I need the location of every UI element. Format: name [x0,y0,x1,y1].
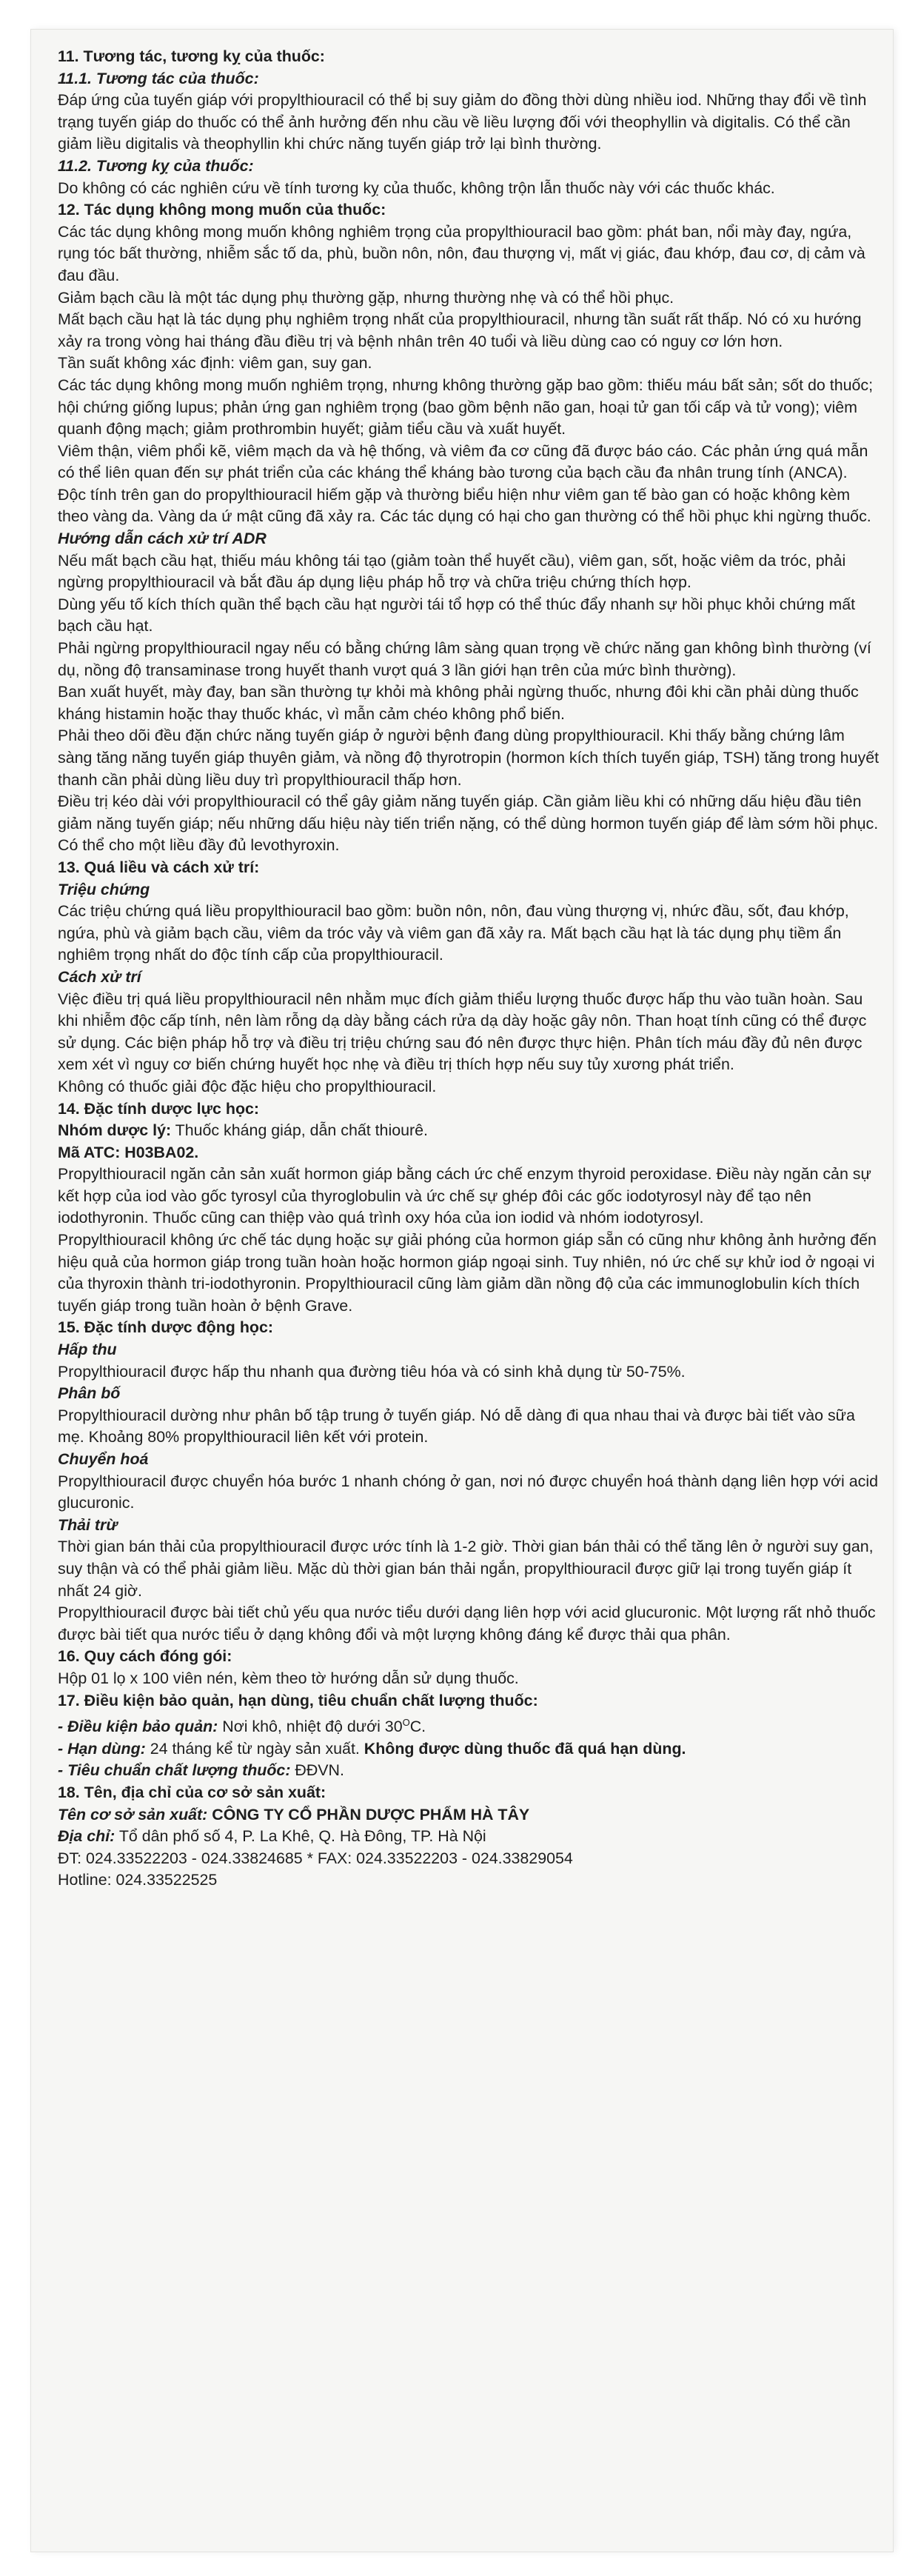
section-12-paragraph-1: Các tác dụng không mong muốn không nghiêm trọng của propylthiouracil bao gồm: phát ban, nổi mày đay, ngứa, rụng tóc bất thường, nhiễm sắc tố da, phù, buồn nôn, nôn, đau thượng vị, mất vị giác, đau khớp, đau cơ, dị cảm và đau đầu. [58,222,865,284]
leaflet-content [58,46,881,1892]
section-12-paragraph-11: Ban xuất huyết, mày đay, ban sần thường tự khỏi mà không phải ngừng thuốc, nhưng đôi khi cần phải dùng thuốc kháng histamin hoặc thay thuốc khác, vì mẫn cảm chéo không phổ biến. [58,683,859,723]
adr-guidance-subheading: Hướng dẫn cách xử trí ADR [58,530,267,548]
phone-fax-line: ĐT: 024.33522203 - 024.33824685 * FAX: 024.33522203 - 024.33829054 [58,1849,573,1867]
section-14-heading: 14. Đặc tính dược lực học: [58,1099,260,1118]
section-11-1-subheading: 11.1. Tương tác của thuốc: [58,69,259,87]
section-12-paragraph-2: Giảm bạch cầu là một tác dụng phụ thường gặp, nhưng thường nhẹ và có thể hồi phục. [58,288,674,307]
storage-unit: C. [409,1718,426,1736]
metabolism-paragraph: Propylthiouracil được chuyển hóa bước 1 nhanh chóng ở gan, nơi nó được chuyển hoá thành dạng liên hợp với acid glucuronic. [58,1472,878,1512]
section-12-paragraph-6: Viêm thận, viêm phổi kẽ, viêm mạch da và hệ thống, và viêm đa cơ cũng đã được báo cáo. Các phản ứng quá mẫn có thể liên quan đến sự phát triển của các kháng thể kháng bào tương của bạch cầu đa nhân trung tính (ANCA). [58,441,868,482]
section-11-2-subheading: 11.2. Tương kỵ của thuốc: [58,156,254,175]
leaflet-page [31,30,893,2552]
elimination-subheading: Thải trừ [58,1515,118,1534]
section-16-heading: 16. Quy cách đóng gói: [58,1647,232,1666]
shelf-life-line [58,1738,881,1761]
storage-value: Nơi khô, nhiệt độ dưới 30 [218,1718,403,1736]
metabolism-subheading: Chuyển hoá [58,1450,149,1468]
section-14-paragraph-1: Propylthiouracil ngăn cản sản xuất hormon giáp bằng cách ức chế enzym thyroid peroxidase. Điều này ngăn cản sự kết hợp của iod vào gốc tyrosyl của thyroglobulin và ức chế sự ghép đôi các gốc iodotyrosyl này để tạo nên iodothyronin. Thuốc cũng can thiệp vào quá trình oxy hóa của ion iodid và nhóm iodotyrosyl. [58,1165,871,1227]
section-13-paragraph-1: Các triệu chứng quá liều propylthiouracil bao gồm: buồn nôn, nôn, đau vùng thượng vị, nhức đầu, sốt, đau khớp, ngứa, phù và giảm bạch cầu, viêm da tróc vảy và viêm gan đã xảy ra. Mất bạch cầu hạt là tác dụng phụ tiềm ẩn nghiêm trọng nhất do độc tính cấp của propylthiouracil. [58,902,849,964]
section-14-paragraph-2: Propylthiouracil không ức chế tác dụng hoặc sự giải phóng của hormon giáp sẵn có cũng như không ảnh hưởng đến hiệu quả của hormon giáp trong tuần hoàn hoặc hormon giáp ngoại sinh. Tuy nhiên, nó ức chế sự khử iod ở ngoại vi của thyroxin thành tri-iodothyronin. Propylthiouracil cũng làm giảm dần nồng độ của các immunoglobulin kích thích tuyến giáp trong tuần hoàn ở bệnh Grave. [58,1231,877,1315]
section-12-paragraph-10: Phải ngừng propylthiouracil ngay nếu có bằng chứng lâm sàng quan trọng về chức năng gan không bình thường (ví dụ, nồng độ transaminase trong huyết thanh vượt quá 3 lần giới hạn trên của mức bình thường). [58,639,871,679]
packaging-paragraph: Hộp 01 lọ x 100 viên nén, kèm theo tờ hướng dẫn sử dụng thuốc. [58,1669,519,1687]
distribution-paragraph: Propylthiouracil dường như phân bố tập trung ở tuyến giáp. Nó dễ dàng đi qua nhau thai và được bài tiết vào sữa mẹ. Khoảng 80% propylthiouracil liên kết với protein. [58,1406,855,1447]
quality-standard-value: ĐĐVN. [290,1761,344,1780]
shelf-life-warning: Không được dùng thuốc đã quá hạn dùng. [364,1739,686,1758]
quality-standard-label: - Tiêu chuẩn chất lượng thuốc: [58,1761,291,1780]
degree-superscript: O [402,1717,410,1729]
section-12-paragraph-13: Điều trị kéo dài với propylthiouracil có thể gây giảm năng tuyến giáp. Cần giảm liều khi có những dấu hiệu đầu tiên giảm năng tuyến giáp; nếu những dấu hiệu này tiến triển nặng, có thể dùng hormon tuyến giáp để làm sớm hồi phục. Có thể cho một liều đầy đủ levothyroxin. [58,793,879,855]
section-12-paragraph-12: Phải theo dõi đều đặn chức năng tuyến giáp ở người bệnh đang dùng propylthiouracil. Khi thấy bằng chứng lâm sàng tăng năng tuyến giáp thuyên giảm, và nồng độ thyrotropin (hormon kích thích tuyến giáp, TSH) tăng trong huyết thanh cần phải dùng liều duy trì propylthiouracil thấp hơn. [58,727,880,789]
section-11-2-paragraph: Do không có các nghiên cứu về tính tương kỵ của thuốc, không trộn lẫn thuốc này với các thuốc khác. [58,178,775,197]
section-12-paragraph-4: Tần suất không xác định: viêm gan, suy gan. [58,354,372,373]
section-12-paragraph-8: Nếu mất bạch cầu hạt, thiếu máu không tái tạo (giảm toàn thể huyết cầu), viêm gan, sốt, hoặc viêm da tróc, phải ngừng propylthiouracil và bắt đầu áp dụng liệu pháp hỗ trợ và chữa triệu chứng thích hợp. [58,551,846,592]
manufacturer-name-value: CÔNG TY CỔ PHẦN DƯỢC PHẨM HÀ TÂY [207,1805,530,1823]
treatment-subheading: Cách xử trí [58,967,141,986]
manufacturer-address-line [58,1826,881,1848]
section-17-heading: 17. Điều kiện bảo quản, hạn dùng, tiêu chuẩn chất lượng thuốc: [58,1691,538,1709]
distribution-subheading: Phân bố [58,1384,121,1403]
manufacturer-name-line [58,1804,881,1826]
section-12-paragraph-7: Độc tính trên gan do propylthiouracil hiếm gặp và thường biểu hiện như viêm gan tế bào gan có hoặc không kèm theo vàng da. Vàng da ứ mật cũng đã xảy ra. Các tác dụng có hại cho gan thường có thể hồi phục khi ngừng thuốc. [58,485,871,526]
section-11-1-paragraph: Đáp ứng của tuyến giáp với propylthiouracil có thể bị suy giảm do đồng thời dùng nhiều iod. Những thay đổi về tình trạng tuyến giáp do thuốc có thể ảnh hưởng đến nhu cầu về liều lượng đối với theophyllin và digitalis. Có thể cần giảm liều digitalis và theophyllin khi chức năng tuyến giáp trở lại bình thường. [58,91,867,153]
shelf-life-value: 24 tháng kể từ ngày sản xuất. [145,1739,364,1758]
storage-line [58,1712,881,1738]
pharmacologic-group-label: Nhóm dược lý: [58,1121,172,1140]
section-13-paragraph-2: Việc điều trị quá liều propylthiouracil nên nhằm mục đích giảm thiểu lượng thuốc được hấp thu vào tuần hoàn. Sau khi nhiễm độc cấp tính, nên làm rỗng dạ dày bằng cách rửa dạ dày hoặc gây nôn. Than hoạt tính cũng có thể được sử dụng. Các biện pháp hỗ trợ và điều trị triệu chứng sau đó nên được thực hiện. Phân tích máu đầy đủ nên được xem xét vì nguy cơ biến chứng huyết học nhẹ và điều trị thích hợp nếu suy tủy xương phát triển. [58,990,867,1074]
manufacturer-address-label: Địa chỉ: [58,1827,115,1846]
manufacturer-name-label: Tên cơ sở sản xuất: [58,1805,208,1823]
hotline-line: Hotline: 024.33522525 [58,1871,218,1889]
pharmacologic-group-line [58,1120,881,1142]
section-18-heading: 18. Tên, địa chỉ của cơ sở sản xuất: [58,1783,326,1802]
elimination-paragraph-2: Propylthiouracil được bài tiết chủ yếu qua nước tiểu dưới dạng liên hợp với acid glucuronic. Một lượng rất nhỏ thuốc được bài tiết qua nước tiểu ở dạng không đổi và một lượng không đáng kể được thải qua phân. [58,1604,876,1644]
storage-label: - Điều kiện bảo quản: [58,1718,218,1736]
section-12-paragraph-5: Các tác dụng không mong muốn nghiêm trọng, nhưng không thường gặp bao gồm: thiếu máu bất sản; sốt do thuốc; hội chứng giống lupus; phản ứng gan nghiêm trọng (bao gồm bệnh não gan, hoại tử gan tối cấp và tử vong); viêm quanh động mạch; giảm prothrombin huyết; giảm tiểu cầu và xuất huyết. [58,376,874,438]
manufacturer-address-value: Tổ dân phố số 4, P. La Khê, Q. Hà Đông, TP. Hà Nội [115,1827,486,1846]
symptoms-subheading: Triệu chứng [58,880,150,898]
shelf-life-label: - Hạn dùng: [58,1739,146,1758]
section-11-heading: 11. Tương tác, tương kỵ của thuốc: [58,47,325,65]
section-12-heading: 12. Tác dụng không mong muốn của thuốc: [58,201,386,219]
section-12-paragraph-3: Mất bạch cầu hạt là tác dụng phụ nghiêm trọng nhất của propylthiouracil, nhưng tần suất rất thấp. Nó có xu hướng xảy ra trong vòng hai tháng đầu điều trị và bệnh nhân trên 40 tuổi và liều dùng cao có nguy cơ lớn hơn. [58,310,862,350]
pharmacologic-group-value: Thuốc kháng giáp, dẫn chất thiourê. [171,1121,428,1140]
absorption-paragraph: Propylthiouracil được hấp thu nhanh qua đường tiêu hóa và có sinh khả dụng từ 50-75%. [58,1362,686,1381]
absorption-subheading: Hấp thu [58,1341,117,1359]
section-12-paragraph-9: Dùng yếu tố kích thích quần thể bạch cầu hạt người tái tổ hợp có thể thúc đẩy nhanh sự hồi phục khỏi chứng mất bạch cầu hạt. [58,595,856,635]
section-15-heading: 15. Đặc tính dược động học: [58,1318,273,1337]
section-13-heading: 13. Quá liều và cách xử trí: [58,858,260,876]
section-13-paragraph-3: Không có thuốc giải độc đặc hiệu cho propylthiouracil. [58,1077,437,1095]
quality-standard-line [58,1760,881,1782]
atc-code: Mã ATC: H03BA02. [58,1143,199,1161]
elimination-paragraph-1: Thời gian bán thải của propylthiouracil được ước tính là 1-2 giờ. Thời gian bán thải có thể tăng lên ở người suy gan, suy thận và có thể phải giảm liều. Mặc dù thời gian bán thải ngắn, propylthiouracil được giữ lại trong tuyến giáp ít nhất 24 giờ. [58,1538,874,1600]
